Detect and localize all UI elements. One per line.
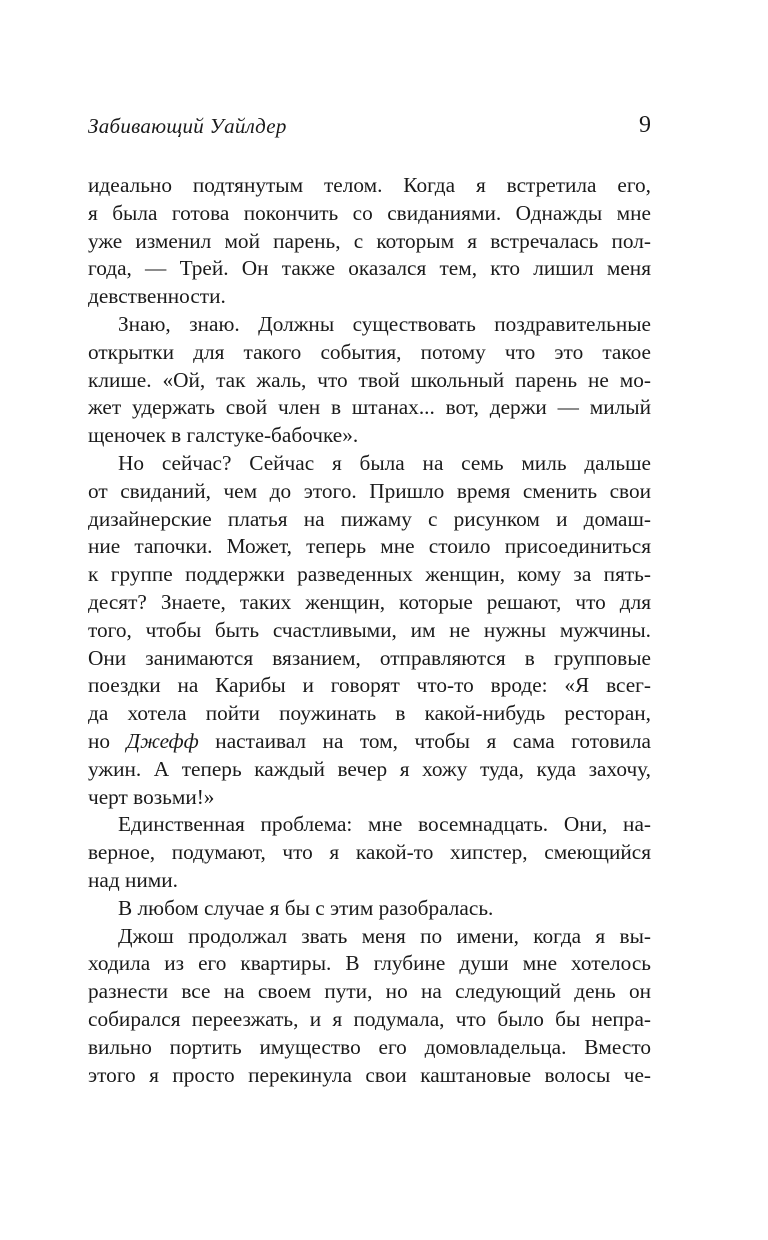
text-line: Знаю, знаю. Должны существовать поздравительные [118, 311, 651, 336]
running-header [88, 114, 651, 146]
text-line: от свиданий, чем до этого. Пришло время сменить свои [88, 478, 651, 503]
text-line: уже изменил мой парень, с которым я встречалась пол- [88, 228, 651, 253]
page-number: 9 [639, 112, 651, 138]
text-line: к группе поддержки разведенных женщин, кому за пять- [88, 562, 651, 587]
text-line: разнести все на своем пути, но на следующий день он [88, 979, 651, 1004]
text-line: щеночек в галстуке-бабочке». [88, 423, 359, 448]
paragraph-3 [88, 450, 651, 811]
text-line: я была готова покончить со свиданиями. Однажды мне [88, 200, 651, 225]
body-text [88, 172, 651, 1089]
text-line: поездки на Карибы и говорят что-то вроде: «Я всег- [88, 673, 651, 698]
paragraph-5 [88, 895, 651, 923]
text-line: жет удержать свой член в штанах... вот, держи — милый [88, 395, 651, 420]
text-line: ние тапочки. Может, теперь мне стоило присоединиться [88, 534, 651, 559]
paragraph-6 [88, 923, 651, 1090]
text-line: Джош продолжал звать меня по имени, когда я вы- [118, 923, 651, 948]
text-line: десят? Знаете, таких женщин, которые решают, что для [88, 589, 651, 614]
paragraph-1 [88, 172, 651, 311]
text-line [88, 728, 651, 756]
italic-name: Джефф [126, 728, 199, 753]
text-line: Они занимаются вязанием, отправляются в групповые [88, 645, 651, 670]
text-line: девственности. [88, 284, 226, 309]
paragraph-4 [88, 811, 651, 894]
text-line: черт возьми!» [88, 784, 215, 809]
text-line: Но сейчас? Сейчас я была на семь миль дальше [118, 450, 651, 475]
text-line: Единственная проблема: мне восемнадцать. Они, на- [118, 812, 651, 837]
text-line: над ними. [88, 867, 179, 892]
text-line: дизайнерские платья на пижаму с рисунком и домаш- [88, 506, 651, 531]
text-line: собирался переезжать, и я подумала, что было бы непра- [88, 1006, 651, 1031]
text-line: клише. «Ой, так жаль, что твой школьный парень не мо- [88, 367, 651, 392]
text-line: открытки для такого события, потому что это такое [88, 339, 651, 364]
text-line: ходила из его квартиры. В глубине души мне хотелось [88, 951, 651, 976]
text-line: верное, подумают, что я какой-то хипстер, смеющийся [88, 840, 651, 865]
text-line: того, чтобы быть счастливыми, им не нужны мужчины. [88, 617, 651, 642]
text-fragment: но [88, 728, 127, 753]
paragraph-2 [88, 311, 651, 450]
text-line: года, — Трей. Он также оказался тем, кто лишил меня [88, 256, 651, 281]
text-line: идеально подтянутым телом. Когда я встретила его, [88, 173, 651, 197]
running-title: Забивающий Уайлдер [88, 114, 287, 138]
text-fragment: настаивал на том, чтобы я сама готовила [198, 728, 651, 753]
text-line: В любом случае я бы с этим разобралась. [118, 895, 494, 920]
text-line: этого я просто перекинула свои каштановые волосы че- [88, 1062, 651, 1087]
text-line: вильно портить имущество его домовладельца. Вместо [88, 1034, 651, 1059]
text-line: да хотела пойти поужинать в какой-нибудь ресторан, [88, 701, 651, 726]
text-line: ужин. А теперь каждый вечер я хожу туда, куда захочу, [88, 756, 651, 781]
